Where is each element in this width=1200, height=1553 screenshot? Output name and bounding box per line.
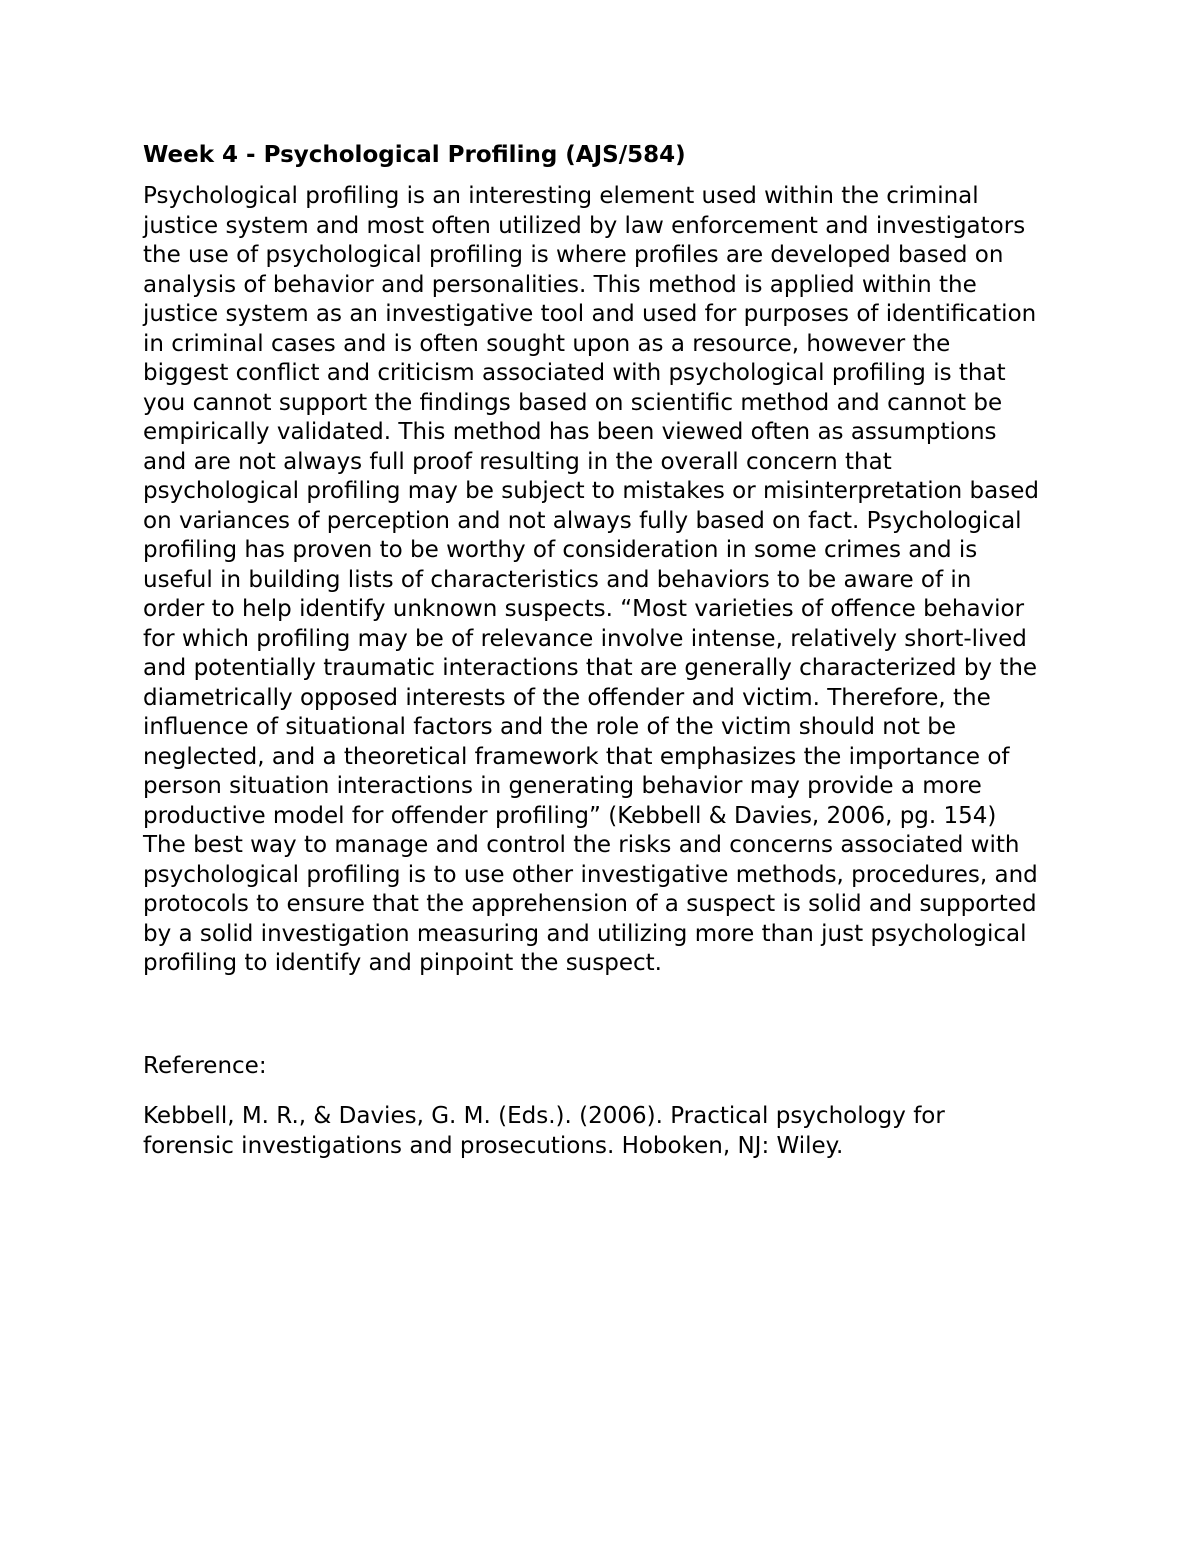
body-line: and potentially traumatic interactions that are generally characterized by the [143,655,1038,681]
body-line: analysis of behavior and personalities. This method is applied within the [143,271,977,298]
reference-line: Kebbell, M. R., & Davies, G. M. (Eds.). (2006). Practical psychology for [143,1102,945,1129]
body-line: you cannot support the findings based on scientific method and cannot be [143,389,1003,416]
document-title: Week 4 - Psychological Profiling (AJS/584) [143,142,686,168]
body-line: The best way to manage and control the risks and concerns associated with [143,832,1020,858]
body-line: productive model for offender profiling” (Kebbell & Davies, 2006, pg. 154) [143,802,997,829]
body-paragraph [143,182,1073,979]
body-line: for which profiling may be of relevance involve intense, relatively short-lived [143,625,1027,652]
body-line: profiling to identify and pinpoint the suspect. [143,950,662,976]
body-line: in criminal cases and is often sought upon as a resource, however the [143,330,951,357]
body-line: the use of psychological profiling is where profiles are developed based on [143,242,1004,268]
body-line: neglected, and a theoretical framework that emphasizes the importance of [143,743,1010,770]
body-line: by a solid investigation measuring and utilizing more than just psychological [143,920,1027,947]
body-line: Psychological profiling is an interesting element used within the criminal [143,183,979,209]
reference-heading: Reference: [143,1052,267,1079]
document-page [143,140,1073,1161]
body-line: useful in building lists of characteristics and behaviors to be aware of in [143,566,972,593]
body-line: order to help identify unknown suspects. “Most varieties of offence behavior [143,596,1025,622]
body-line: influence of situational factors and the role of the victim should not be [143,714,956,740]
body-line: diametrically opposed interests of the offender and victim. Therefore, the [143,684,991,711]
reference-line: forensic investigations and prosecutions. Hoboken, NJ: Wiley. [143,1132,844,1159]
body-line: profiling has proven to be worthy of consideration in some crimes and is [143,537,978,563]
body-line: protocols to ensure that the apprehension of a suspect is solid and supported [143,891,1037,917]
body-line: person situation interactions in generating behavior may provide a more [143,773,982,799]
body-line: on variances of perception and not always fully based on fact. Psychological [143,507,1022,534]
body-line: and are not always full proof resulting in the overall concern that [143,448,892,475]
body-line: psychological profiling is to use other investigative methods, procedures, and [143,861,1038,888]
body-line: justice system and most often utilized by law enforcement and investigators [143,212,1026,239]
body-line: biggest conflict and criticism associated with psychological profiling is that [143,360,1006,386]
body-line: empirically validated. This method has been viewed often as assumptions [143,419,997,445]
reference-entry [143,1101,1073,1161]
body-line: psychological profiling may be subject to mistakes or misinterpretation based [143,478,1039,504]
body-line: justice system as an investigative tool and used for purposes of identification [143,301,1037,327]
